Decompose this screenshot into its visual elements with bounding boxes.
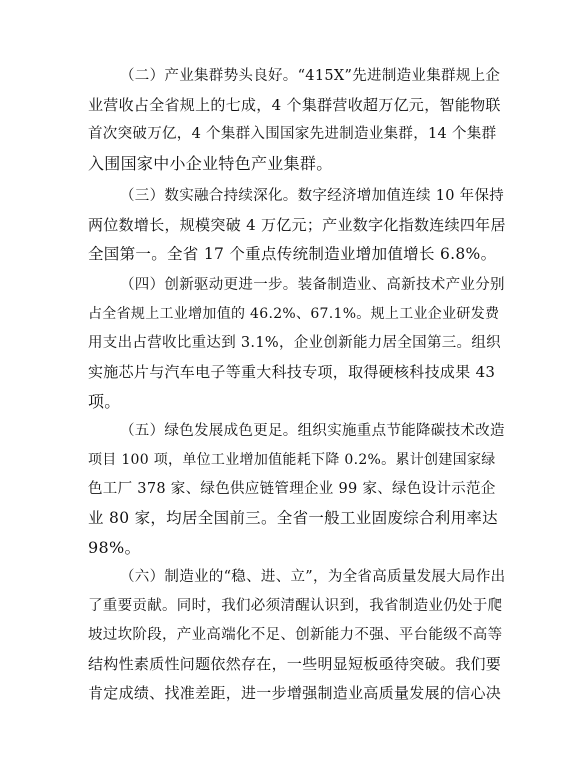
text-line: 结构性素质性问题依然存在，一些明显短板亟待突破。我们要: [88, 655, 502, 673]
text-line: 项。: [88, 392, 121, 411]
paragraph-green-development: [88, 417, 508, 562]
paragraph-innovation: [88, 271, 508, 416]
text-line: （三）数实融合持续深化。数字经济增加值连续 10 年保持: [120, 188, 505, 204]
paragraph-manufacturing-summary: [88, 563, 508, 708]
text-line: 首次突破万亿，4 个集群入围国家先进制造业集群，14 个集群: [88, 126, 497, 142]
paragraph-industrial-clusters: [88, 62, 508, 178]
text-line: 全国第一。全省 17 个重点传统制造业增加值增长 6.8%。: [88, 245, 497, 263]
text-line: 入围国家中小企业特色产业集群。: [88, 154, 333, 173]
text-line: （四）创新驱动更进一步。装备制造业、高新技术产业分别: [120, 277, 505, 293]
text-line: 项目 100 项，单位工业增加值能耗下降 0.2%。累计创建国家绿: [88, 452, 496, 468]
paragraph-digital-integration: [88, 182, 508, 269]
text-line: 业 80 家，均居全国前三。全省一般工业固废综合利用率达: [88, 509, 498, 527]
text-line: 坡过坎阶段，产业高端化不足、创新能力不强、平台能级不高等: [88, 627, 503, 643]
text-line: 实施芯片与汽车电子等重大科技专项，取得硬核科技成果 43: [88, 363, 496, 381]
text-line: 用支出占营收比重达到 3.1%，企业创新能力居全国第三。组织: [88, 335, 501, 351]
text-line: 色工厂 378 家、绿色供应链管理企业 99 家、绿色设计示范企: [88, 481, 496, 497]
text-line: 98%。: [88, 538, 141, 557]
text-line: 肯定成绩、找准差距，进一步增强制造业高质量发展的信心决: [88, 684, 502, 702]
text-line: 两位数增长，规模突破 4 万亿元；产业数字化指数连续四年居: [88, 216, 506, 234]
text-line: 了重要贡献。同时，我们必须清醒认识到，我省制造业仍处于爬: [88, 598, 503, 614]
text-line: 占全省规上工业增加值的 46.2%、67.1%。规上工业企业研发费: [88, 306, 500, 322]
text-line: 业营收占全省规上的七成，4 个集群营收超万亿元，智能物联: [88, 96, 501, 114]
text-line: （六）制造业的“稳、进、立”，为全省高质量发展大局作出: [120, 569, 506, 585]
text-line: （二）产业集群势头良好。“415X”先进制造业集群规上企: [120, 68, 501, 84]
text-line: （五）绿色发展成色更足。组织实施重点节能降碳技术改造: [120, 423, 505, 439]
